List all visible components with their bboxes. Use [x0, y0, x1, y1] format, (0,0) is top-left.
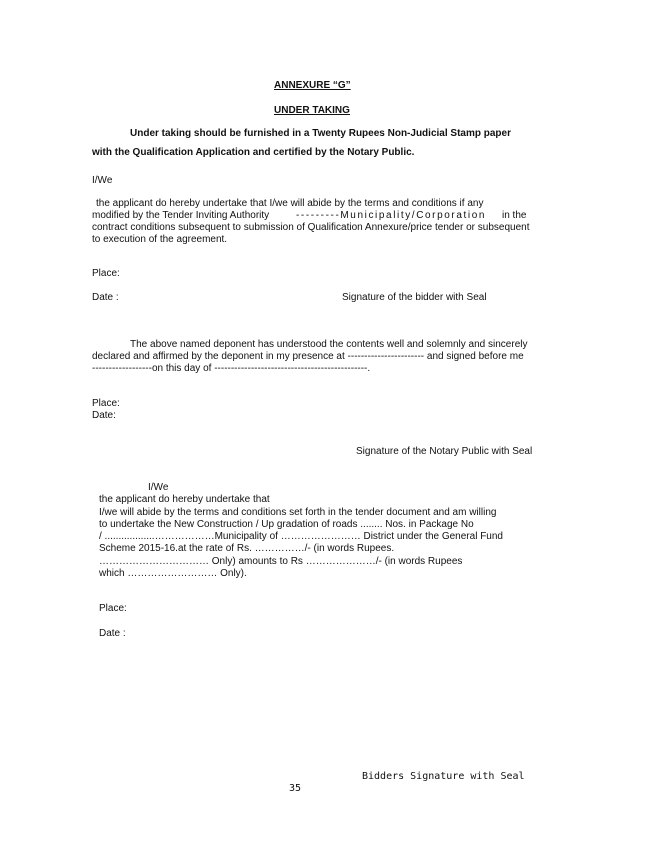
date-label-3: Date :	[99, 628, 126, 639]
bidders-signature-footer: Bidders Signature with Seal	[362, 771, 525, 782]
notary-line-2: declared and affirmed by the deponent in my presence at ----------------------- and signed before me	[92, 351, 524, 362]
notary-line-3: ------------------on this day of ----------------------------------------------.	[92, 363, 371, 374]
second-line-6: …………………………… Only) amounts to Rs …………………/- (in words Rupees	[99, 556, 463, 567]
second-line-3: to undertake the New Construction / Up gradation of roads ........ Nos. in Package No	[99, 519, 474, 530]
second-line-1: the applicant do hereby undertake that	[99, 494, 270, 505]
iwe-label: I/We	[92, 175, 113, 186]
undertaking-line-3: contract conditions subsequent to submission of Qualification Annexure/price tender or subsequent	[92, 222, 530, 233]
place-label-1: Place:	[92, 268, 120, 279]
second-line-4: / ..................………………Municipality of …………………… District under the General Fund	[99, 531, 503, 542]
undertaking-line-4: to execution of the agreement.	[92, 234, 228, 245]
notary-line-1: The above named deponent has understood the contents well and solemnly and sincerely	[130, 339, 528, 350]
second-line-2: I/we will abide by the terms and conditions set forth in the tender document and am willing	[99, 507, 497, 518]
undertaking-line-1: the applicant do hereby undertake that I/we will abide by the terms and conditions if any	[96, 198, 484, 209]
undertaking-line-2a: modified by the Tender Inviting Authority	[92, 210, 270, 221]
date-label-1: Date :	[92, 292, 119, 303]
instruction-line-2: with the Qualification Application and certified by the Notary Public.	[92, 147, 415, 158]
undertaking-line-2b: ---------Municipality/Corporation	[296, 210, 487, 221]
place-label-2: Place:	[92, 398, 120, 409]
iwe-label-2: I/We	[148, 482, 169, 493]
notary-signature-label: Signature of the Notary Public with Seal	[356, 446, 533, 457]
place-label-3: Place:	[99, 603, 127, 614]
second-line-7: which ……………………… Only).	[99, 568, 247, 579]
instruction-line-1: Under taking should be furnished in a Twenty Rupees Non-Judicial Stamp paper	[130, 128, 511, 139]
bidder-signature-label: Signature of the bidder with Seal	[342, 292, 487, 303]
date-label-2: Date:	[92, 410, 116, 421]
undertaking-title: UNDER TAKING	[274, 105, 350, 116]
undertaking-line-2c: in the	[502, 210, 527, 221]
page-number: 35	[289, 783, 302, 794]
second-line-5: Scheme 2015-16.at the rate of Rs. ……………/- (in words Rupees.	[99, 543, 395, 554]
annexure-title: ANNEXURE “G”	[274, 80, 351, 91]
